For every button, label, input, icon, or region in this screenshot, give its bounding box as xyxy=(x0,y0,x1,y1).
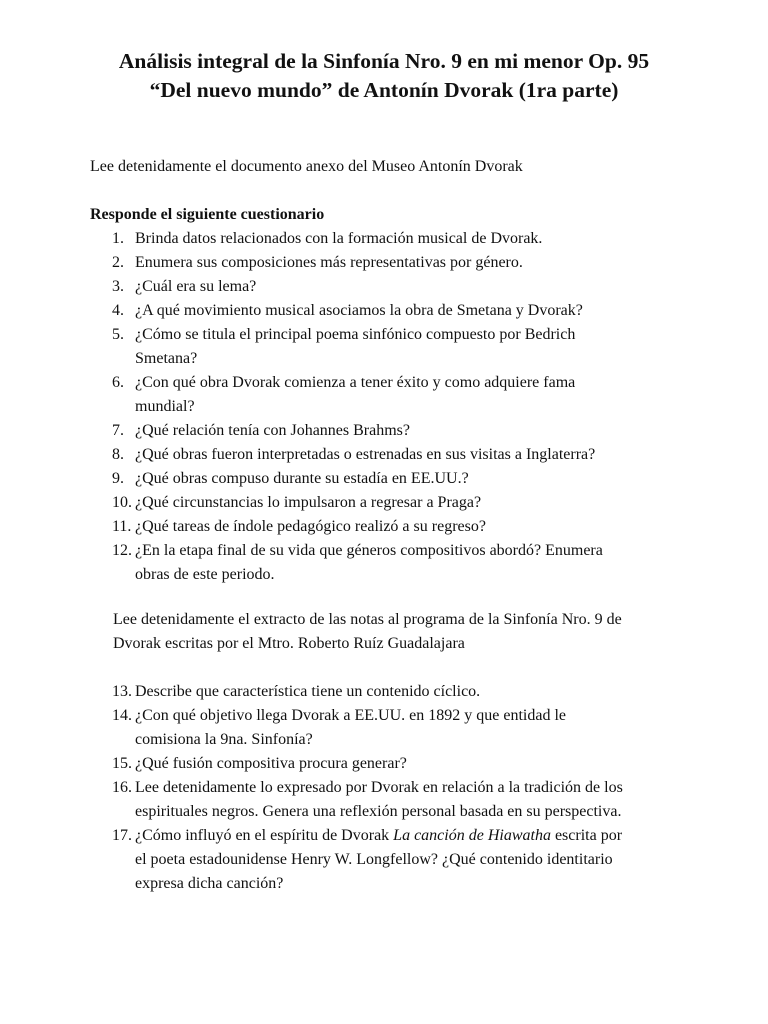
question-text-continued: el poeta estadounidense Henry W. Longfellow? ¿Qué contenido identitario xyxy=(135,851,613,868)
question-text-continued: espirituales negros. Genera una reflexión personal basada en su perspectiva. xyxy=(135,803,622,820)
question-item xyxy=(0,752,683,776)
question-number: 2. xyxy=(112,254,124,271)
question-text: ¿Cómo influyó en el espíritu de Dvorak xyxy=(135,827,394,844)
program-notes-instruction xyxy=(113,608,683,656)
question-text: ¿Qué circunstancias lo impulsaron a regresar a Praga? xyxy=(135,494,482,511)
question-number: 13. xyxy=(112,683,132,700)
question-item xyxy=(0,419,683,443)
question-item xyxy=(0,776,683,824)
question-number: 10. xyxy=(112,494,132,511)
question-text: ¿Cuál era su lema? xyxy=(135,278,257,295)
work-title-italic: La canción de Hiawatha xyxy=(393,827,551,844)
question-number: 14. xyxy=(112,707,132,724)
question-text-continued: comisiona la 9na. Sinfonía? xyxy=(135,731,313,748)
question-text-continued: mundial? xyxy=(135,398,195,415)
question-text: ¿Cómo se titula el principal poema sinfónico compuesto por Bedrich xyxy=(135,326,576,343)
document-title xyxy=(60,47,708,105)
question-number: 5. xyxy=(112,326,124,343)
title-line-2: “Del nuevo mundo” de Antonín Dvorak (1ra parte) xyxy=(149,78,619,102)
question-number: 15. xyxy=(112,755,132,772)
question-item xyxy=(0,275,683,299)
question-text: ¿Qué relación tenía con Johannes Brahms? xyxy=(135,422,411,439)
question-text: ¿A qué movimiento musical asociamos la obra de Smetana y Dvorak? xyxy=(135,302,583,319)
question-item xyxy=(0,491,683,515)
question-number: 16. xyxy=(112,779,132,796)
question-item xyxy=(0,323,683,371)
question-item xyxy=(0,680,683,704)
question-number: 6. xyxy=(112,374,124,391)
question-item xyxy=(0,443,683,467)
question-text-continued: Smetana? xyxy=(135,350,198,367)
question-text: ¿Con qué objetivo llega Dvorak a EE.UU. en 1892 y que entidad le xyxy=(135,707,566,724)
program-notes-line-1: Lee detenidamente el extracto de las notas al programa de la Sinfonía Nro. 9 de xyxy=(113,611,622,628)
question-text: ¿Qué tareas de índole pedagógico realizó a su regreso? xyxy=(135,518,486,535)
question-number: 3. xyxy=(112,278,124,295)
question-item xyxy=(0,704,683,752)
question-text: Describe que característica tiene un contenido cíclico. xyxy=(135,683,481,700)
intro-instruction: Lee detenidamente el documento anexo del Museo Antonín Dvorak xyxy=(90,158,523,175)
title-line-1: Análisis integral de la Sinfonía Nro. 9 en mi menor Op. 95 xyxy=(118,49,650,73)
question-number: 11. xyxy=(112,518,132,535)
question-text: Lee detenidamente lo expresado por Dvorak en relación a la tradición de los xyxy=(135,779,623,796)
question-item xyxy=(0,299,683,323)
question-text: ¿Con qué obra Dvorak comienza a tener éxito y como adquiere fama xyxy=(135,374,576,391)
question-number: 8. xyxy=(112,446,124,463)
question-text: ¿Qué obras compuso durante su estadía en EE.UU.? xyxy=(135,470,469,487)
question-number: 4. xyxy=(112,302,124,319)
question-text: ¿Qué obras fueron interpretadas o estrenadas en sus visitas a Inglaterra? xyxy=(135,446,596,463)
program-notes-line-2: Dvorak escritas por el Mtro. Roberto Ruíz Guadalajara xyxy=(113,635,465,652)
question-number: 9. xyxy=(112,470,124,487)
question-item xyxy=(0,539,683,587)
questionnaire-heading: Responde el siguiente cuestionario xyxy=(90,206,325,223)
question-text: ¿Qué fusión compositiva procura generar? xyxy=(135,755,407,772)
question-item xyxy=(0,251,683,275)
question-text: Brinda datos relacionados con la formación musical de Dvorak. xyxy=(135,230,543,247)
question-number: 7. xyxy=(112,422,124,439)
question-item xyxy=(0,467,683,491)
questionnaire-list-2 xyxy=(0,680,768,896)
question-item xyxy=(0,824,683,896)
question-number: 1. xyxy=(112,230,124,247)
question-number: 17. xyxy=(112,827,132,844)
questionnaire-list-1 xyxy=(0,227,768,587)
question-text: Enumera sus composiciones más representativas por género. xyxy=(135,254,523,271)
question-item xyxy=(0,371,683,419)
question-text: ¿En la etapa final de su vida que géneros compositivos abordó? Enumera xyxy=(135,542,603,559)
question-number: 12. xyxy=(112,542,132,559)
question-item xyxy=(0,515,683,539)
question-text-continued: obras de este periodo. xyxy=(135,566,275,583)
question-text-continued: expresa dicha canción? xyxy=(135,875,284,892)
question-text-tail: escrita por xyxy=(550,827,623,844)
question-item xyxy=(0,227,683,251)
